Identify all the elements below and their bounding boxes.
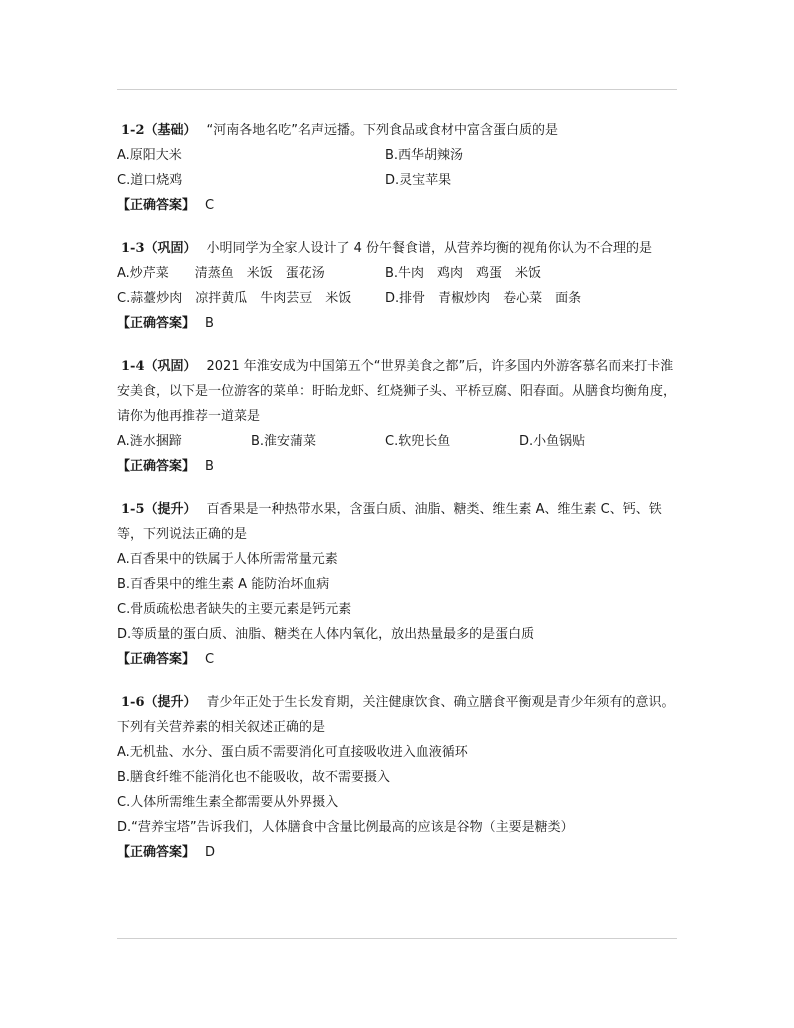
option-b: B.膳食纤维不能消化也不能吸收，故不需要摄入: [117, 770, 391, 785]
answer-line: [117, 311, 679, 336]
question-level: （巩固）: [144, 359, 197, 374]
answer-label: 【正确答案】: [117, 845, 196, 860]
question-level: （提升）: [144, 502, 197, 517]
option-c: C.软兜长鱼: [385, 434, 451, 449]
answer-value: C: [205, 652, 215, 667]
question-level: （基础）: [144, 123, 197, 138]
option-c: C.蒜薹炒肉 凉拌黄瓜 牛肉芸豆 米饭: [117, 291, 352, 306]
option-a: A.无机盐、水分、蛋白质不需要消化可直接吸收进入血液循环: [117, 745, 468, 760]
answer-label: 【正确答案】: [117, 459, 196, 474]
question-1-3: [117, 236, 679, 336]
question-1-6: [117, 690, 679, 865]
question-1-2: [117, 118, 679, 218]
question-number: 1-5: [121, 502, 145, 517]
answer-line: [117, 454, 679, 479]
header-rule: [117, 89, 677, 90]
option-d: D.排骨 青椒炒肉 卷心菜 面条: [385, 291, 582, 306]
question-stem: [117, 690, 679, 740]
answer-line: [117, 647, 679, 672]
option-a: A.百香果中的铁属于人体所需常量元素: [117, 552, 338, 567]
options: [117, 547, 679, 647]
answer-label: 【正确答案】: [117, 316, 196, 331]
answer-line: [117, 840, 679, 865]
question-text: 青少年正处于生长发育期，关注健康饮食、确立膳食平衡观是青少年须有的意识。下列有关营养素的相关叙述正确的是: [117, 695, 675, 735]
question-1-5: [117, 497, 679, 672]
option-d: D.“营养宝塔”告诉我们，人体膳食中含量比例最高的应该是谷物（主要是糖类）: [117, 820, 574, 835]
question-text: 百香果是一种热带水果，含蛋白质、油脂、糖类、维生素 A、维生素 C、钙、铁等，下列说法正确的是: [117, 502, 662, 542]
option-b: B.淮安蒲菜: [251, 434, 317, 449]
options: [117, 143, 679, 193]
answer-value: D: [205, 845, 216, 860]
question-level: （提升）: [144, 695, 197, 710]
question-number: 1-2: [121, 123, 145, 138]
options: [117, 740, 679, 840]
question-stem: [117, 236, 679, 261]
answer-value: C: [205, 198, 215, 213]
answer-line: [117, 193, 679, 218]
question-list: [117, 118, 679, 883]
option-a: A.涟水捆蹄: [117, 434, 182, 449]
options: [117, 261, 679, 311]
answer-label: 【正确答案】: [117, 652, 196, 667]
question-level: （巩固）: [144, 241, 197, 256]
question-stem: [117, 354, 679, 429]
answer-value: B: [205, 459, 214, 474]
question-text: “河南各地名吃”名声远播。下列食品或食材中富含蛋白质的是: [206, 123, 558, 138]
footer-rule: [117, 938, 677, 939]
question-number: 1-6: [121, 695, 145, 710]
options: [117, 429, 679, 454]
question-stem: [117, 497, 679, 547]
question-stem: [117, 118, 679, 143]
option-c: C.骨质疏松患者缺失的主要元素是钙元素: [117, 602, 352, 617]
option-d: D.灵宝苹果: [385, 173, 452, 188]
option-a: A.原阳大米: [117, 148, 182, 163]
option-c: C.道口烧鸡: [117, 173, 183, 188]
answer-value: B: [205, 316, 214, 331]
question-number: 1-3: [121, 241, 145, 256]
option-b: B.西华胡辣汤: [385, 148, 464, 163]
question-text: 小明同学为全家人设计了 4 份午餐食谱，从营养均衡的视角你认为不合理的是: [206, 241, 653, 256]
answer-label: 【正确答案】: [117, 198, 196, 213]
question-text: 2021 年淮安成为中国第五个“世界美食之都”后，许多国内外游客慕名而来打卡淮安美食，以下是一位游客的菜单：盱眙龙虾、红烧狮子头、平桥豆腐、阳春面。从膳食均衡角度，请你为他再推荐一道菜是: [117, 359, 677, 424]
option-c: C.人体所需维生素全都需要从外界摄入: [117, 795, 339, 810]
option-d: D.等质量的蛋白质、油脂、糖类在人体内氧化，放出热量最多的是蛋白质: [117, 627, 535, 642]
option-b: B.牛肉 鸡肉 鸡蛋 米饭: [385, 266, 542, 281]
option-d: D.小鱼锅贴: [519, 434, 586, 449]
question-1-4: [117, 354, 679, 479]
question-number: 1-4: [121, 359, 145, 374]
option-a: A.炒芹菜 清蒸鱼 米饭 蛋花汤: [117, 266, 325, 281]
option-b: B.百香果中的维生素 A 能防治坏血病: [117, 577, 330, 592]
